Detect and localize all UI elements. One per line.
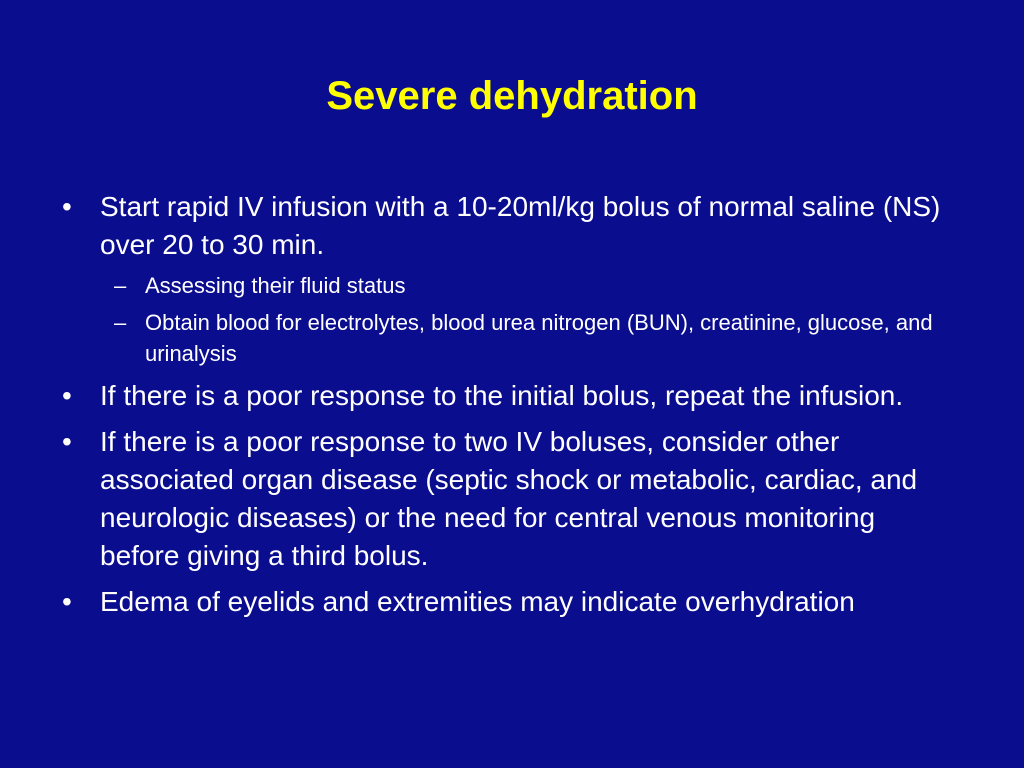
subbullet-marker: – bbox=[114, 273, 127, 298]
subbullet-item bbox=[100, 270, 962, 301]
bullet-text: Edema of eyelids and extremities may indicate overhydration bbox=[100, 586, 855, 617]
bullet-text: Start rapid IV infusion with a 10-20ml/kg bolus of normal saline (NS) over 20 to 30 min. bbox=[100, 191, 941, 260]
subbullet-list bbox=[100, 270, 962, 369]
bullet-list bbox=[62, 188, 962, 629]
bullet-marker: • bbox=[62, 586, 72, 617]
subbullet-text: Assessing their fluid status bbox=[145, 273, 406, 298]
bullet-text: If there is a poor response to the initial bolus, repeat the infusion. bbox=[100, 380, 904, 411]
bullet-item bbox=[62, 583, 962, 621]
bullet-text: If there is a poor response to two IV boluses, consider other associated organ disease (septic shock or metabolic, cardiac, and neurologic diseases) or the need for central venous monitoring before giving a third bolus. bbox=[100, 426, 918, 571]
bullet-marker: • bbox=[62, 191, 72, 222]
bullet-item bbox=[62, 377, 962, 415]
subbullet-marker: – bbox=[114, 310, 127, 335]
subbullet-item bbox=[100, 307, 962, 369]
slide-title: Severe dehydration bbox=[326, 74, 698, 118]
bullet-item bbox=[62, 423, 962, 575]
bullet-marker: • bbox=[62, 426, 72, 457]
bullet-item bbox=[62, 188, 962, 369]
subbullet-text: Obtain blood for electrolytes, blood urea nitrogen (BUN), creatinine, glucose, and urinalysis bbox=[145, 310, 933, 366]
bullet-marker: • bbox=[62, 380, 72, 411]
